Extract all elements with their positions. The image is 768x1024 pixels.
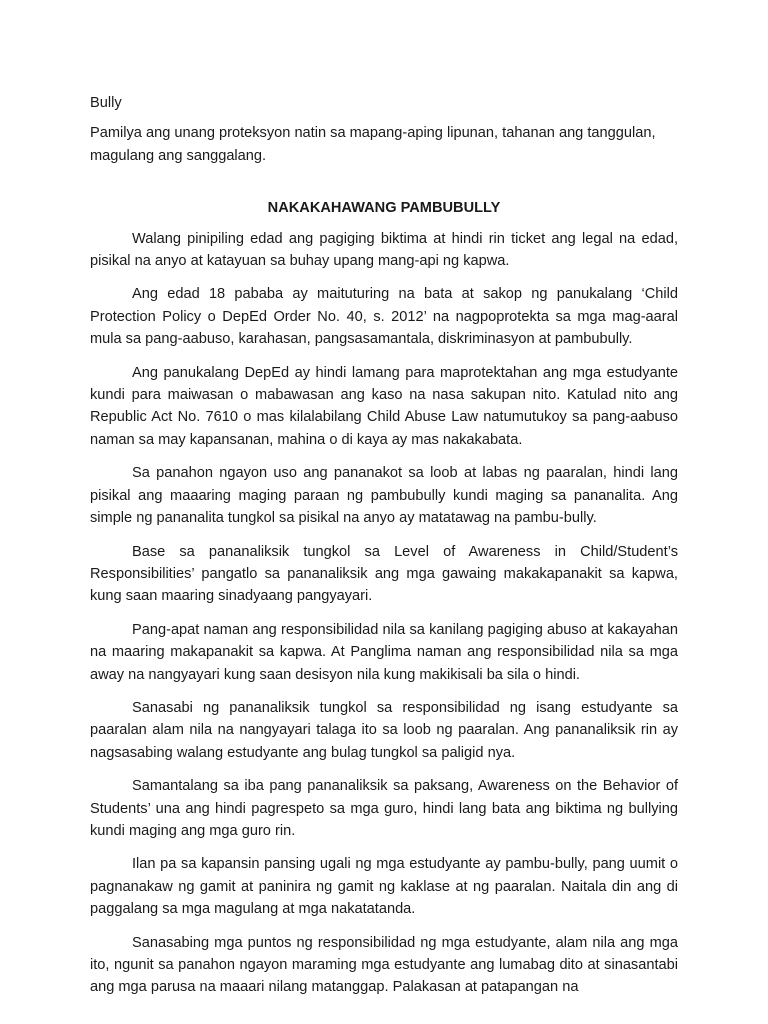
body-paragraph-8: Samantalang sa iba pang pananaliksik sa paksang, Awareness on the Behavior of Students’ una ang hindi pagrespeto sa mga guro, hindi lang bata ang biktima ng bullying kundi maging ang mga guro rin. bbox=[90, 778, 678, 839]
intro-paragraph: Pamilya ang unang proteksyon natin sa mapang-aping lipunan, tahanan ang tanggulan, magulang ang sanggalang. bbox=[90, 125, 656, 164]
body-paragraph-9: Ilan pa sa kapansin pansing ugali ng mga estudyante ay pambu-bully, pang uumit o pagnanakaw ng gamit at paninira ng gamit ng kaklase at ng paaralan. Naitala din ang di paggalang sa mga magulang at mga nakatatanda. bbox=[90, 856, 678, 918]
body-paragraph-10: Sanasabing mga puntos ng responsibilidad ng mga estudyante, alam nila ang mga ito, ngunit sa panahon ngayon maraming mga estudyante ang lumabag dito at sinasantabi ang mga parusa na maaari nilang matanggap. Palakasan at patapangan na bbox=[90, 934, 678, 996]
body-paragraph-4: Sa panahon ngayon uso ang pananakot sa loob at labas ng paaralan, hindi lang pisikal ang maaaring maging paraan ng pambubully kundi maging sa pananalita. Ang simple ng pananalita tungkol sa pisikal na anyo ay matatawag na pambu-bully. bbox=[90, 465, 678, 527]
body-paragraph-2: Ang edad 18 pababa ay maituturing na bata at sakop ng panukalang ‘Child Protection Policy o DepEd Order No. 40, s. 2012’ na nagpoprotekta sa mga mag-aaral mula sa pang-aabuso, karahasan, pangsasamantala, diskriminasyon at pambubully. bbox=[90, 286, 678, 348]
body-paragraph-6: Pang-apat naman ang responsibilidad nila sa kanilang pagiging abuso at kakayahan na maaring makapanakit sa kapwa. At Panglima naman ang responsibilidad nila sa mga away na nangyayari kung saan desisyon nila kung makikisali ba sila o hindi. bbox=[90, 621, 678, 683]
document-page bbox=[90, 92, 678, 1010]
document-title: NAKAKAHAWANG PAMBUBULLY bbox=[267, 200, 501, 217]
body-paragraph-3: Ang panukalang DepEd ay hindi lamang para maprotektahan ang mga estudyante kundi para maiwasan o mabawasan ang kaso na nasa sakupan nito. Katulad nito ang Republic Act No. 7610 o mas kilalabilang Child Abuse Law natumutukoy sa pang-aabuso naman sa may kapansanan, mahina o di kaya ay mas nakakabata. bbox=[90, 364, 678, 448]
body-paragraph-1: Walang pinipiling edad ang pagiging biktima at hindi rin ticket ang legal na edad, pisikal na anyo at katayuan sa buhay upang mang-api ng kapwa. bbox=[90, 230, 678, 270]
document-label: Bully bbox=[90, 95, 122, 111]
body-paragraph-5: Base sa pananaliksik tungkol sa Level of Awareness in Child/Student’s Responsibilities’ pangatlo sa pananaliksik ang mga gawaing makakapanakit sa kapwa, kung saan maaring sinadyaang pangyayari. bbox=[90, 543, 678, 605]
body-paragraph-7: Sanasabi ng pananaliksik tungkol sa responsibilidad ng isang estudyante sa paaralan alam nila na nangyayari talaga ito sa loob ng paaralan. Ang pananaliksik rin ay nagsasabing walang estudyante ang bulag tungkol sa paligid nya. bbox=[90, 699, 678, 761]
